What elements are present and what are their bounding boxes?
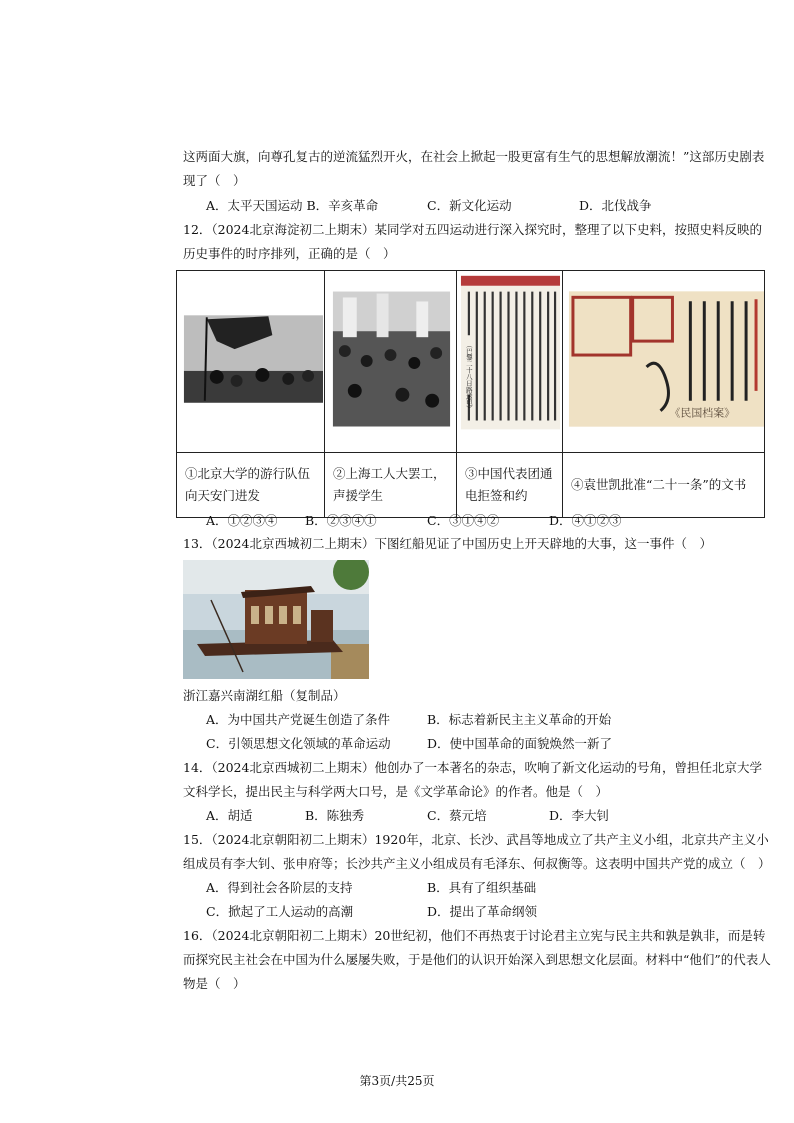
q13-photo-caption: 浙江嘉兴南湖红船（复制品） [183,688,346,703]
q14-option-c: C．蔡元培 [427,808,487,823]
q13-option-d: D．使中国革命的面貌焕然一新了 [427,736,613,751]
q15-option-a: A．得到社会各阶层的支持 [206,880,353,895]
q14-line2: 文科学长，提出民主与科学两大口号，是《文学革命论》的作者。他是（ ） [183,784,609,799]
q15-option-b: B．具有了组织基础 [427,880,537,895]
q11-option-c: C．新文化运动 [427,198,512,213]
q12-caption-2: ②上海工人大罢工，声援学生 [325,453,457,518]
workers-strike-photo [325,271,456,452]
q13-option-a: A．为中国共产党诞生创造了条件 [206,712,391,727]
q16-line2: 而探究民主社会在中国为什么屡屡失败，于是他们的认识开始深入到思想文化层面。材料中“他们”的代表人 [183,952,771,967]
q12-photo-cell-1 [177,271,325,453]
page-number: 第3页/共25页 [359,1074,435,1088]
q12-caption-3: ③中国代表团通电拒签和约 [457,453,563,518]
q12-option-c: C．③①④② [427,513,500,528]
q15-line1: 15．（2024北京朝阳初二上期末）1920年，北京、长沙、武昌等地成立了共产主义小组，北京共产主义小 [183,832,769,847]
telegram-document-image [457,271,562,452]
q15-line2: 组成员有李大钊、张申府等；长沙共产主义小组成员有毛泽东、何叔衡等。这表明中国共产党的成立（ ） [183,856,771,871]
q12-photo-cell-3 [457,271,563,453]
q13-option-c: C．引领思想文化领域的革命运动 [206,736,391,751]
q11-line2: 现了（ ） [183,173,246,188]
red-boat-photo [183,560,369,679]
q14-option-a: A．胡适 [206,808,253,823]
q11-option-d: D．北伐战争 [579,198,652,213]
q16-line1: 16．（2024北京朝阳初二上期末）20世纪初，他们不再热衷于讨论君主立宪与民主共和孰是孰非，而是转 [183,928,766,943]
q11-line1: 这两面大旗，向尊孔复古的逆流猛烈开火，在社会上掀起一股更富有生气的思想解放潮流！”这部历史剧表 [183,149,765,164]
q12-line1: 12．（2024北京海淀初二上期末）某同学对五四运动进行深入探究时，整理了以下史料，按照史料反映的 [183,222,762,237]
yuan-shikai-document-image [563,271,764,452]
q12-option-a: A．①②③④ [206,513,278,528]
student-march-photo [177,271,324,452]
archive-watermark: 《民国档案》 [669,406,736,420]
q14-line1: 14．（2024北京西城初二上期末）他创办了一本著名的杂志，吹响了新文化运动的号角，曾担任北京大学 [183,760,762,775]
q16-line3: 物是（ ） [183,976,246,991]
q12-caption-1: ①北京大学的游行队伍向天安门进发 [177,453,325,518]
q11-option-a: A．太平天国运动 B．辛亥革命 [206,198,379,213]
q13-option-b: B．标志着新民主主义革命的开始 [427,712,612,727]
q12-option-b: B．②③④① [305,513,377,528]
telegram-note-text: （巴黎二十八日路透电） [464,341,473,412]
q12-source-table [176,270,765,518]
q12-photo-cell-4 [563,271,765,453]
q14-option-d: D．李大钊 [549,808,610,823]
q12-photo-cell-2 [325,271,457,453]
q13-line1: 13．（2024北京西城初二上期末）下图红船见证了中国历史上开天辟地的大事，这一事件（ ） [183,536,712,551]
q12-option-d: D．④①②③ [549,513,622,528]
q12-line2: 历史事件的时序排列，正确的是（ ） [183,246,396,261]
q12-caption-4: ④袁世凯批准“二十一条”的文书 [563,453,765,518]
q15-option-c: C．掀起了工人运动的高潮 [206,904,354,919]
q15-option-d: D．提出了革命纲领 [427,904,538,919]
q14-option-b: B．陈独秀 [305,808,365,823]
